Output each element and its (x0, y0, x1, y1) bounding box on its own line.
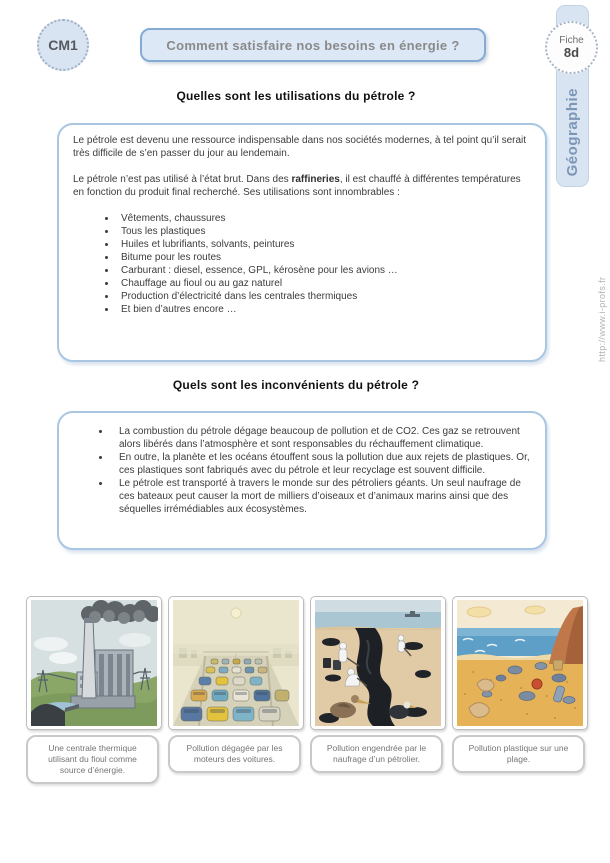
figure-caption: Pollution plastique sur une plage. (452, 735, 585, 773)
thermal-power-plant-image (26, 596, 162, 730)
car-traffic-smog-image (168, 596, 304, 730)
refinery-text-pre: Le pétrole n’est pas utilisé à l’état brut. Dans des (73, 174, 292, 185)
oil-spill-cleanup-illustration (314, 600, 442, 726)
list-item: • Vêtements, chaussures (117, 212, 531, 225)
car-traffic-smog-illustration (172, 600, 300, 726)
thermal-power-plant-illustration (30, 600, 158, 726)
list-item: • Et bien d’autres encore … (117, 303, 531, 316)
fiche-number: 8d (563, 44, 580, 60)
intro-paragraph: Le pétrole est devenu une ressource indispensable dans nos sociétés modernes, à tel point qu’il serait très difficile de s’en passer du jour au lendemain. (73, 135, 527, 159)
figure-power-plant (26, 596, 162, 784)
refinery-bold-word: raffineries (291, 174, 340, 185)
drawbacks-text-box (57, 411, 547, 550)
section-heading-uses: Quelles sont les utilisations du pétrole ? (176, 89, 416, 103)
list-item: • Carburant : diesel, essence, GPL, kérosène pour les avions … (117, 264, 531, 277)
figure-oil-spill (310, 596, 446, 773)
list-item: • Le pétrole est transporté à travers le monde sur des pétroliers géants. Un seul naufrage de ces bateaux peut causer la mort de milliers d’oiseaux et d’animaux marins ainsi que des séquelles irrémédiables aux écosystèmes. (111, 477, 531, 516)
list-item: • Production d’électricité dans les centrales thermiques (117, 290, 531, 303)
refinery-text-post: , il est chauffé à différentes températures en fonction du produit final recherché. Ses utilisations sont innombrables : (73, 174, 521, 198)
level-badge: CM1 (37, 19, 89, 71)
figure-caption: Pollution engendrée par le naufrage d’un pétrolier. (310, 735, 443, 773)
worksheet-title: Comment satisfaire nos besoins en énergie ? (140, 28, 486, 62)
refinery-paragraph (73, 173, 531, 199)
figure-traffic (168, 596, 304, 773)
plastic-beach-image (452, 596, 588, 730)
list-item: • Huiles et lubrifiants, solvants, peintures (117, 238, 531, 251)
fiche-badge (545, 21, 598, 74)
figure-caption: Une centrale thermique utilisant du fioul comme source d’énergie. (26, 735, 159, 784)
figure-caption: Pollution dégagée par les moteurs des voitures. (168, 735, 301, 773)
drawbacks-list (73, 425, 531, 516)
uses-text-box (57, 123, 547, 362)
fiche-label: Fiche (559, 34, 584, 46)
section-heading-drawbacks: Quels sont les inconvénients du pétrole ? (172, 378, 420, 392)
list-item: • La combustion du pétrole dégage beaucoup de pollution et de CO2. Ces gaz se retrouvent alors libérés dans l’atmosphère et sont responsables du réchauffement climatique. (111, 425, 531, 451)
list-item: • Chauffage au fioul ou au gaz naturel (117, 277, 531, 290)
subject-label: Géographie (564, 87, 581, 176)
oil-spill-cleanup-image (310, 596, 446, 730)
list-item: • Bitume pour les routes (117, 251, 531, 264)
list-item: • Tous les plastiques (117, 225, 531, 238)
plastic-beach-illustration (456, 600, 584, 726)
list-item: • En outre, la planète et les océans étouffent sous la pollution due aux rejets de plastiques. Or, ces plastiques sont fabriqués avec du pétrole et leur recyclage est souvent difficile. (111, 451, 531, 477)
figure-plastic-beach (452, 596, 588, 773)
uses-list (73, 212, 531, 316)
website-url: http://www.i-profs.fr (597, 276, 607, 362)
